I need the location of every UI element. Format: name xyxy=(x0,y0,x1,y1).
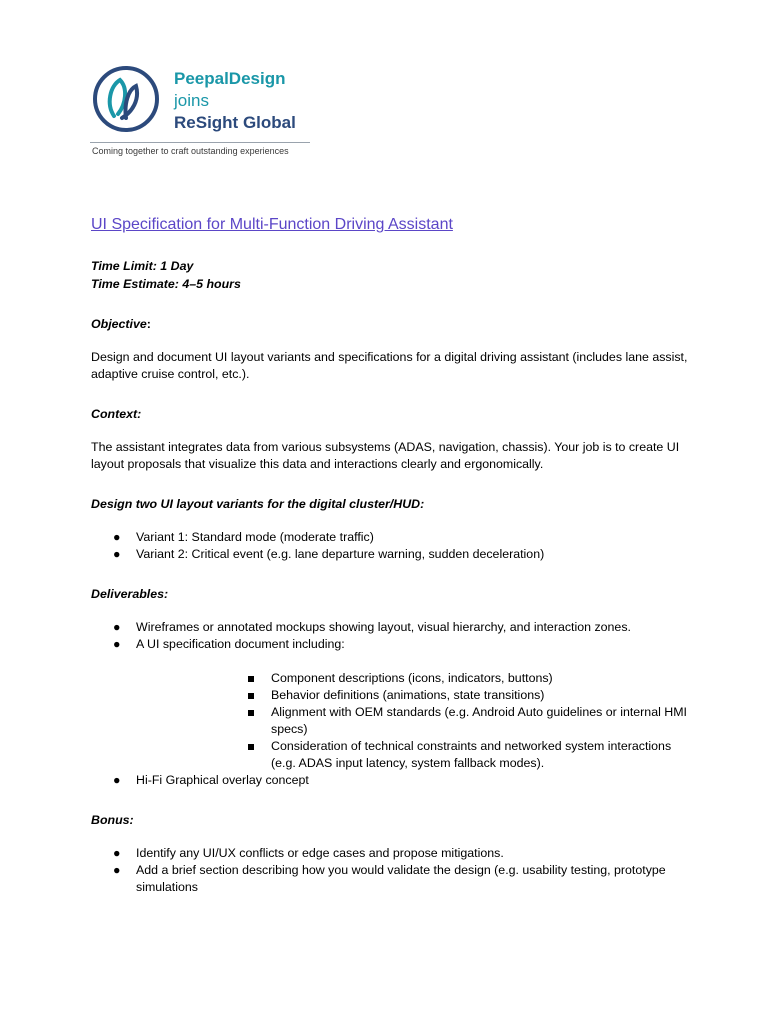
bullet-icon: ● xyxy=(113,620,121,634)
logo-divider xyxy=(90,142,310,143)
logo-line-peepaldesign: PeepalDesign xyxy=(174,69,286,88)
variants-list xyxy=(91,529,691,563)
list-item xyxy=(91,845,691,862)
objective-heading xyxy=(91,315,691,333)
time-estimate: Time Estimate: 4–5 hours xyxy=(91,277,241,291)
logo-wordmark xyxy=(174,68,296,134)
square-bullet-icon xyxy=(248,710,254,716)
square-bullet-icon xyxy=(248,693,254,699)
list-item xyxy=(91,546,691,563)
context-heading: Context: xyxy=(91,407,142,421)
bonus-1-text: Identify any UI/UX conflicts or edge cases and propose mitigations. xyxy=(136,846,504,860)
bullet-icon: ● xyxy=(113,547,121,561)
list-item xyxy=(91,772,691,789)
objective-heading-colon: : xyxy=(146,317,151,331)
list-item xyxy=(91,619,691,636)
list-item xyxy=(136,738,691,772)
bullet-icon: ● xyxy=(113,846,121,860)
bonus-list xyxy=(91,845,691,896)
bonus-heading: Bonus: xyxy=(91,813,134,827)
logo-block xyxy=(90,60,320,160)
document-title[interactable]: UI Specification for Multi-Function Driving Assistant xyxy=(91,216,453,233)
deliverable-1-text: Wireframes or annotated mockups showing layout, visual hierarchy, and interaction zones. xyxy=(136,620,631,634)
bullet-icon: ● xyxy=(113,530,121,544)
design-variants-heading: Design two UI layout variants for the digital cluster/HUD: xyxy=(91,497,425,511)
list-item xyxy=(91,529,691,546)
list-item xyxy=(136,687,691,704)
logo-line-resight: ReSight Global xyxy=(174,113,296,132)
leaf-circle-logo-icon xyxy=(92,64,160,134)
spec-item-1-text: Component descriptions (icons, indicators, buttons) xyxy=(271,671,553,685)
document-body xyxy=(91,215,691,896)
bonus-2-text: Add a brief section describing how you would validate the design (e.g. usability testing, prototype simulations xyxy=(136,863,666,894)
square-bullet-icon xyxy=(248,744,254,750)
list-item xyxy=(136,670,691,687)
bullet-icon: ● xyxy=(113,773,121,787)
list-item xyxy=(91,862,691,896)
spec-items-list xyxy=(136,670,691,772)
deliverables-heading: Deliverables: xyxy=(91,587,169,601)
objective-text: Design and document UI layout variants and specifications for a digital driving assistant (includes lane assist, adaptive cruise control, etc.). xyxy=(91,350,688,381)
spec-item-3-text: Alignment with OEM standards (e.g. Android Auto guidelines or internal HMI specs) xyxy=(271,705,687,736)
variant-1-text: Variant 1: Standard mode (moderate traffic) xyxy=(136,530,374,544)
bullet-icon: ● xyxy=(113,637,121,651)
context-text: The assistant integrates data from various subsystems (ADAS, navigation, chassis). Your job is to create UI layout proposals that visualize this data and interactions clearly and ergonomically. xyxy=(91,440,680,471)
list-item xyxy=(91,636,691,772)
spec-item-2-text: Behavior definitions (animations, state transitions) xyxy=(271,688,545,702)
spec-item-4-text: Consideration of technical constraints and networked system interactions (e.g. ADAS input latency, system fallback modes). xyxy=(271,739,672,770)
time-limit: Time Limit: 1 Day xyxy=(91,259,194,273)
list-item xyxy=(136,704,691,738)
deliverable-3-text: Hi-Fi Graphical overlay concept xyxy=(136,773,309,787)
logo-tagline: Coming together to craft outstanding experiences xyxy=(92,146,289,156)
deliverable-2-text: A UI specification document including: xyxy=(136,637,345,651)
square-bullet-icon xyxy=(248,676,254,682)
bullet-icon: ● xyxy=(113,863,121,877)
variant-2-text: Variant 2: Critical event (e.g. lane departure warning, sudden deceleration) xyxy=(136,547,545,561)
logo-line-joins: joins xyxy=(174,91,209,110)
objective-heading-label: Objective xyxy=(91,317,147,331)
deliverables-list xyxy=(91,619,691,789)
